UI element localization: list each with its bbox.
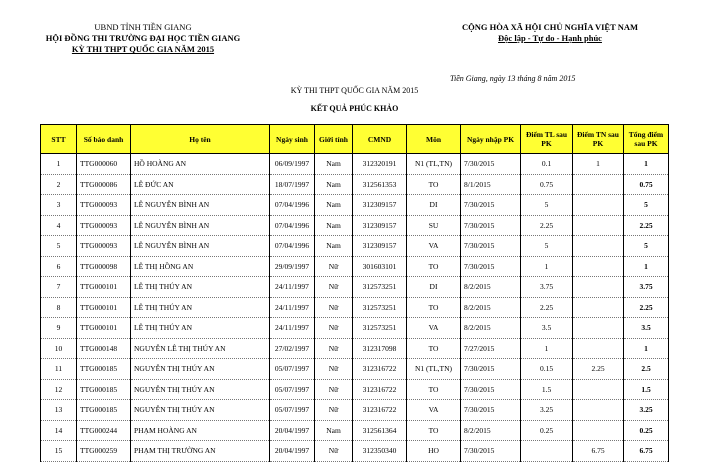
table-cell: NGUYỄN THỊ THÚY AN [131,359,270,380]
table-cell: 0.1 [521,154,573,175]
header-right-line2: Độc lập - Tự do - Hạnh phúc [498,33,602,43]
table-cell: 07/04/1996 [270,236,315,257]
table-cell: 3.25 [521,400,573,421]
table-cell: NGUYỄN THỊ THÚY AN [131,400,270,421]
table-cell: 2.25 [521,215,573,236]
table-cell: 29/09/1997 [270,256,315,277]
table-cell: Nữ [315,318,353,339]
table-cell: LÊ THỊ THÚY AN [131,277,270,298]
table-cell: Nữ [315,338,353,359]
table-cell: 7/30/2015 [461,441,521,462]
table-cell: 2.25 [573,359,624,380]
table-cell: 1 [573,154,624,175]
table-cell: 7/30/2015 [461,379,521,400]
table-cell: 312573251 [353,318,407,339]
table-cell: TTG000185 [77,400,131,421]
column-header: Số báo danh [77,125,131,154]
table-cell: 301603101 [353,256,407,277]
table-cell: 27/02/1997 [270,338,315,359]
table-cell: 312561353 [353,174,407,195]
table-cell: 05/07/1997 [270,379,315,400]
table-cell [573,338,624,359]
table-cell: 312316722 [353,400,407,421]
table-cell: 8/2/2015 [461,318,521,339]
column-header: STT [41,125,77,154]
table-row [41,215,669,236]
table-cell: 0.75 [624,174,669,195]
table-cell: 20/04/1997 [270,441,315,462]
table-cell [573,256,624,277]
table-cell: LÊ NGUYỄN BÌNH AN [131,236,270,257]
table-row [41,420,669,441]
table-cell: Nữ [315,256,353,277]
table-cell: PHẠM THỊ TRƯỜNG AN [131,441,270,462]
result-title: KẾT QUẢ PHÚC KHẢO [310,104,399,113]
table-cell: Nam [315,215,353,236]
table-cell: 0.75 [521,174,573,195]
table-row [41,277,669,298]
table-cell: LÊ THỊ HỒNG AN [131,256,270,277]
table-cell: 3.75 [624,277,669,298]
table-cell [573,215,624,236]
table-cell: 9 [41,318,77,339]
table-cell: LÊ NGUYỄN BÌNH AN [131,195,270,216]
table-cell: 06/09/1997 [270,154,315,175]
table-cell: 24/11/1997 [270,297,315,318]
table-cell: TTG000101 [77,297,131,318]
table-row [41,256,669,277]
table-cell: 8 [41,297,77,318]
table-cell: TTG000101 [77,277,131,298]
table-header-row [41,125,669,154]
table-cell: 0.25 [624,420,669,441]
table-cell: PHẠM HOÀNG AN [131,420,270,441]
table-cell: TTG000098 [77,256,131,277]
table-cell: 312573251 [353,277,407,298]
table-cell: 2.25 [624,215,669,236]
table-row [41,236,669,257]
table-cell: 05/07/1997 [270,359,315,380]
table-cell: TTG000101 [77,318,131,339]
table-cell: TTG000185 [77,359,131,380]
table-cell: NGUYỄN LÊ THỊ THÚY AN [131,338,270,359]
table-cell: TO [407,338,461,359]
table-cell: 24/11/1997 [270,318,315,339]
table-cell: TTG000259 [77,441,131,462]
table-cell: 6.75 [624,441,669,462]
table-cell: Nữ [315,359,353,380]
column-header: CMND [353,125,407,154]
table-cell: 5 [624,236,669,257]
table-cell: NGUYỄN THỊ THÚY AN [131,379,270,400]
header-right-line1: CỘNG HÒA XÃ HỘI CHỦ NGHĨA VIỆT NAM [461,22,639,32]
table-cell: 12 [41,379,77,400]
table-row [41,297,669,318]
table-cell: Nữ [315,297,353,318]
table-cell: 1 [624,256,669,277]
table-cell: 8/1/2015 [461,174,521,195]
table-cell: 0.15 [521,359,573,380]
table-cell: 3.5 [521,318,573,339]
table-cell: 1 [521,338,573,359]
table-cell [573,236,624,257]
table-cell [573,420,624,441]
column-header: Môn [407,125,461,154]
table-cell: 1 [624,338,669,359]
table-cell: 312309157 [353,215,407,236]
table-cell: 7/30/2015 [461,256,521,277]
table-cell: Nam [315,154,353,175]
table-body [41,154,669,462]
table-cell: LÊ NGUYỄN BÌNH AN [131,215,270,236]
table-cell: TTG000244 [77,420,131,441]
table-cell: Nam [315,236,353,257]
table-cell: 13 [41,400,77,421]
table-cell: HỒ HOÀNG AN [131,154,270,175]
table-cell: N1 (TL,TN) [407,154,461,175]
table-cell: TTG000185 [77,379,131,400]
table-cell [573,400,624,421]
table-cell: Nam [315,195,353,216]
table-cell: TO [407,174,461,195]
table-cell: TO [407,297,461,318]
table-row [41,174,669,195]
table-cell: 18/07/1997 [270,174,315,195]
table-cell: 312316722 [353,379,407,400]
table-cell: 15 [41,441,77,462]
column-header: Ngày sinh [270,125,315,154]
table-cell: 3.25 [624,400,669,421]
table-cell: 11 [41,359,77,380]
table-cell: 7/30/2015 [461,215,521,236]
table-cell [573,174,624,195]
column-header: Điểm TN sau PK [573,125,624,154]
table-cell [573,318,624,339]
table-row [41,338,669,359]
table-cell [573,195,624,216]
table-cell: 7/30/2015 [461,154,521,175]
table-cell: TTG000148 [77,338,131,359]
header-left [28,22,258,55]
table-cell: 312320191 [353,154,407,175]
column-header: Tổng điểm sau PK [624,125,669,154]
column-header: Họ tên [131,125,270,154]
table-cell: 6.75 [573,441,624,462]
table-cell: N1 (TL,TN) [407,359,461,380]
table-cell: 1.5 [521,379,573,400]
table-cell: 3 [41,195,77,216]
table-cell: 2.25 [521,297,573,318]
table-cell: 2.5 [624,359,669,380]
header-left-line2: HỘI ĐỒNG THI TRƯỜNG ĐẠI HỌC TIỀN GIANG [45,33,241,43]
table-cell: 312309157 [353,236,407,257]
table-cell: TTG000093 [77,195,131,216]
table-cell: 7/30/2015 [461,400,521,421]
table-cell: 312573251 [353,297,407,318]
table-cell: 8/2/2015 [461,297,521,318]
table-cell: VA [407,318,461,339]
table-cell: TO [407,256,461,277]
table-cell: 4 [41,215,77,236]
column-header: Ngày nhập PK [461,125,521,154]
table-cell: Nữ [315,441,353,462]
exam-title: KỲ THI THPT QUỐC GIA NĂM 2015 [290,86,419,95]
date-line: Tiền Giang, ngày 13 tháng 8 năm 2015 [450,74,576,83]
table-cell: 1.5 [624,379,669,400]
table-cell [573,297,624,318]
table-row [41,318,669,339]
table-cell: 6 [41,256,77,277]
table-cell: 20/04/1997 [270,420,315,441]
table-cell: VA [407,236,461,257]
table-cell: 1 [41,154,77,175]
header-right [430,22,670,44]
table-cell: DI [407,277,461,298]
table-cell: 24/11/1997 [270,277,315,298]
table-cell: HO [407,441,461,462]
header-left-line1: UBND TỈNH TIỀN GIANG [94,22,192,32]
table-cell: 8/2/2015 [461,420,521,441]
table-cell: 5 [624,195,669,216]
column-header: Giới tính [315,125,353,154]
table-cell [573,379,624,400]
table-cell: 312350340 [353,441,407,462]
table-cell: 7/30/2015 [461,236,521,257]
table-cell: LÊ ĐỨC AN [131,174,270,195]
table-cell: 7/27/2015 [461,338,521,359]
table-cell: 5 [521,236,573,257]
header-left-line3: KỲ THI THPT QUỐC GIA NĂM 2015 [71,44,215,54]
table-cell: 2 [41,174,77,195]
table-cell: Nữ [315,277,353,298]
table-cell: 10 [41,338,77,359]
table-row [41,359,669,380]
table-cell: SU [407,215,461,236]
table-cell: 5 [521,195,573,216]
table-cell: DI [407,195,461,216]
table-cell: LÊ THỊ THÚY AN [131,297,270,318]
table-cell: 1 [521,256,573,277]
table-cell: 05/07/1997 [270,400,315,421]
table-cell: TTG000060 [77,154,131,175]
table-cell: 1 [624,154,669,175]
results-table [40,124,669,462]
table-cell: Nữ [315,400,353,421]
column-header: Điểm TL sau PK [521,125,573,154]
table-cell: TO [407,420,461,441]
table-cell: 7 [41,277,77,298]
table-cell: Nam [315,420,353,441]
table-cell: 14 [41,420,77,441]
table-cell: 7/30/2015 [461,359,521,380]
table-cell: 07/04/1996 [270,215,315,236]
table-cell: TTG000093 [77,236,131,257]
table-cell: 5 [41,236,77,257]
table-cell: 07/04/1996 [270,195,315,216]
table-cell: 312309157 [353,195,407,216]
table-cell: 3.75 [521,277,573,298]
table-cell: 3.5 [624,318,669,339]
table-cell: 8/2/2015 [461,277,521,298]
table-cell: 312316722 [353,359,407,380]
table-cell: 2.25 [624,297,669,318]
table-cell: Nữ [315,379,353,400]
table-row [41,400,669,421]
table-row [41,379,669,400]
table-cell: TTG000093 [77,215,131,236]
table-cell [573,277,624,298]
table-cell: 312317098 [353,338,407,359]
table-cell: 312561364 [353,420,407,441]
table-cell: TO [407,379,461,400]
table-cell: Nam [315,174,353,195]
table-cell: VA [407,400,461,421]
table-cell: 7/30/2015 [461,195,521,216]
table-row [41,195,669,216]
table-cell: TTG000086 [77,174,131,195]
table-cell: LÊ THỊ THÚY AN [131,318,270,339]
table-cell: 0.25 [521,420,573,441]
table-row [41,154,669,175]
